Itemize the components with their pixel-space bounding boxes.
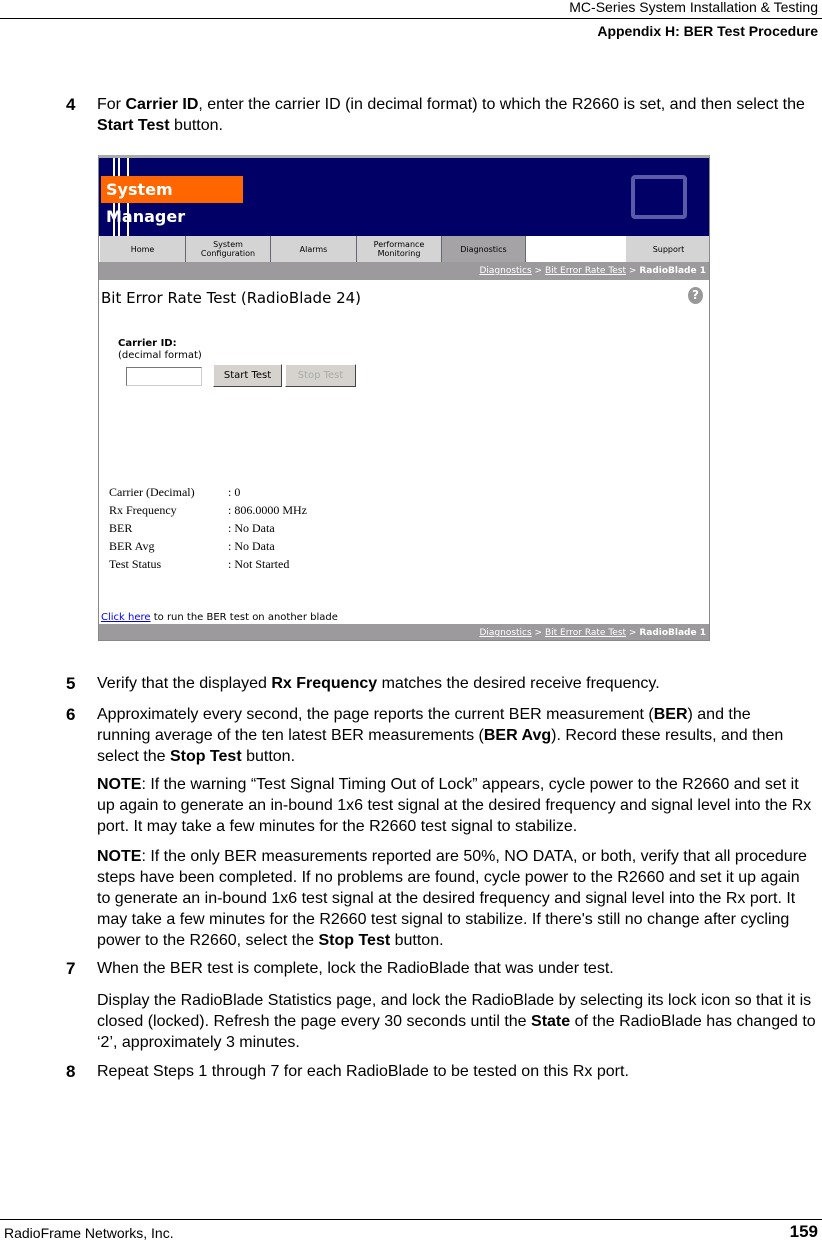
footer-rule bbox=[0, 1219, 822, 1220]
result-row bbox=[109, 485, 241, 500]
step-6 bbox=[66, 704, 806, 767]
step-7-detail bbox=[97, 990, 817, 1053]
t: button. bbox=[169, 117, 223, 134]
step-number: 8 bbox=[66, 1062, 76, 1081]
carrier-id-label bbox=[118, 338, 202, 362]
t: ). Record these results, and then select the bbox=[97, 727, 784, 765]
t: button. bbox=[390, 932, 444, 949]
tab-home[interactable]: Home bbox=[100, 236, 186, 262]
step-number: 7 bbox=[66, 959, 76, 978]
breadcrumb-ber-test[interactable]: Bit Error Rate Test bbox=[544, 266, 627, 276]
value: : 0 bbox=[228, 485, 241, 499]
t: Rx Frequency bbox=[271, 675, 378, 692]
tab-support[interactable]: Support bbox=[626, 236, 710, 262]
link-tail: to run the BER test on another blade bbox=[150, 612, 338, 623]
label: Test Status bbox=[109, 557, 162, 571]
result-row bbox=[109, 539, 275, 554]
label: Rx Frequency bbox=[109, 503, 177, 517]
start-test-button[interactable]: Start Test bbox=[213, 364, 282, 387]
breadcrumb-diagnostics[interactable]: Diagnostics bbox=[479, 266, 532, 276]
note-label: NOTE bbox=[97, 776, 142, 793]
breadcrumb-bottom bbox=[99, 624, 709, 641]
step-text: Repeat Steps 1 through 7 for each RadioBlade to be tested on this Rx port. bbox=[97, 1063, 629, 1080]
t: For bbox=[97, 96, 126, 113]
breadcrumb bbox=[99, 262, 709, 280]
tab-system-configuration[interactable]: System Configuration bbox=[186, 236, 271, 262]
breadcrumb-current: RadioBlade 1 bbox=[639, 266, 706, 276]
footer-company: RadioFrame Networks, Inc. bbox=[4, 1225, 174, 1241]
t: BER Avg bbox=[483, 727, 552, 744]
step-8 bbox=[66, 1061, 806, 1082]
header-subtitle: Appendix H: BER Test Procedure bbox=[597, 23, 818, 39]
banner bbox=[99, 158, 709, 236]
t: button. bbox=[241, 748, 296, 765]
t: BER bbox=[653, 706, 688, 723]
nav-tabs bbox=[99, 236, 709, 262]
system-manager-screenshot bbox=[98, 155, 710, 641]
note-text: : If the warning “Test Signal Timing Out of Lock” appears, cycle power to the R2660 and set it up again to generate an in-bound 1x6 test signal at the desired frequency and signal level into the Rx port. It may take a few minutes for the R2660 test signal to stabilize. bbox=[97, 776, 812, 835]
sep: > bbox=[626, 266, 640, 276]
step-number: 6 bbox=[66, 705, 76, 724]
page-title: Bit Error Rate Test (RadioBlade 24) bbox=[101, 289, 362, 307]
t: , enter the carrier ID (in decimal format) to which the R2660 is set, and then select the bbox=[198, 96, 805, 113]
t: of the RadioBlade has changed to ‘2’, approximately 3 minutes. bbox=[97, 1013, 816, 1051]
carrier-label: Carrier ID: bbox=[118, 338, 177, 349]
t: matches the desired receive frequency. bbox=[377, 675, 660, 692]
t: Stop Test bbox=[318, 932, 391, 949]
step-text: When the BER test is complete, lock the RadioBlade that was under test. bbox=[97, 960, 614, 977]
tab-performance-monitoring[interactable]: Performance Monitoring bbox=[357, 236, 442, 262]
t: State bbox=[531, 1013, 571, 1030]
logo: System Manager bbox=[101, 176, 243, 203]
t: Carrier ID bbox=[125, 96, 199, 113]
header-title: MC-Series System Installation & Testing bbox=[569, 0, 818, 15]
breadcrumb-ber-test[interactable]: Bit Error Rate Test bbox=[544, 628, 627, 638]
label: Carrier (Decimal) bbox=[109, 485, 195, 499]
tab-alarms[interactable]: Alarms bbox=[271, 236, 357, 262]
step-7 bbox=[66, 958, 806, 979]
value: : Not Started bbox=[228, 557, 290, 571]
value: : No Data bbox=[228, 521, 275, 535]
value: : No Data bbox=[228, 539, 275, 553]
value: : 806.0000 MHz bbox=[228, 503, 307, 517]
click-here-link[interactable]: Click here bbox=[101, 612, 151, 623]
sep: > bbox=[531, 628, 545, 638]
note-1 bbox=[97, 774, 817, 837]
label: BER bbox=[109, 521, 133, 535]
step-number: 5 bbox=[66, 674, 76, 693]
carrier-id-input[interactable] bbox=[126, 367, 202, 386]
note-label: NOTE bbox=[97, 848, 142, 865]
t: Start Test bbox=[97, 117, 170, 134]
t: Approximately every second, the page reports the current BER measurement ( bbox=[97, 706, 654, 723]
help-icon[interactable]: ? bbox=[688, 287, 703, 304]
note-2 bbox=[97, 846, 817, 951]
step-4 bbox=[66, 94, 806, 136]
logo-icon bbox=[631, 175, 687, 219]
t: ) and the running average of the ten latest BER measurements ( bbox=[97, 706, 751, 744]
stop-test-button[interactable]: Stop Test bbox=[285, 364, 356, 387]
breadcrumb-diagnostics[interactable]: Diagnostics bbox=[479, 628, 532, 638]
tab-diagnostics[interactable]: Diagnostics bbox=[442, 236, 526, 262]
page-number: 159 bbox=[789, 1222, 818, 1241]
t: Verify that the displayed bbox=[97, 675, 272, 692]
other-blade-link bbox=[101, 612, 338, 623]
result-row bbox=[109, 503, 307, 518]
header-rule bbox=[0, 18, 822, 19]
step-number: 4 bbox=[66, 95, 76, 114]
carrier-hint: (decimal format) bbox=[118, 350, 202, 361]
t: Display the RadioBlade Statistics page, and lock the RadioBlade by selecting its lock icon so that it is closed (locked). Refresh the page every 30 seconds until the bbox=[97, 992, 812, 1030]
label: BER Avg bbox=[109, 539, 155, 553]
t: Stop Test bbox=[169, 748, 242, 765]
result-row bbox=[109, 521, 275, 536]
sep: > bbox=[626, 628, 640, 638]
step-5 bbox=[66, 673, 806, 694]
result-row bbox=[109, 557, 290, 572]
sep: > bbox=[531, 266, 545, 276]
note-text: : If the only BER measurements reported are 50%, NO DATA, or both, verify that all procedure steps have been completed. If no problems are found, cycle power to the R2660 and set it up again to generate an in-bound 1x6 test signal at the desired frequency and signal level into the Rx port. It may take a few minutes for the R2660 test signal to stabilize. If there's still no change after cycling power to the R2660, select the bbox=[97, 848, 807, 949]
breadcrumb-current: RadioBlade 1 bbox=[639, 628, 706, 638]
